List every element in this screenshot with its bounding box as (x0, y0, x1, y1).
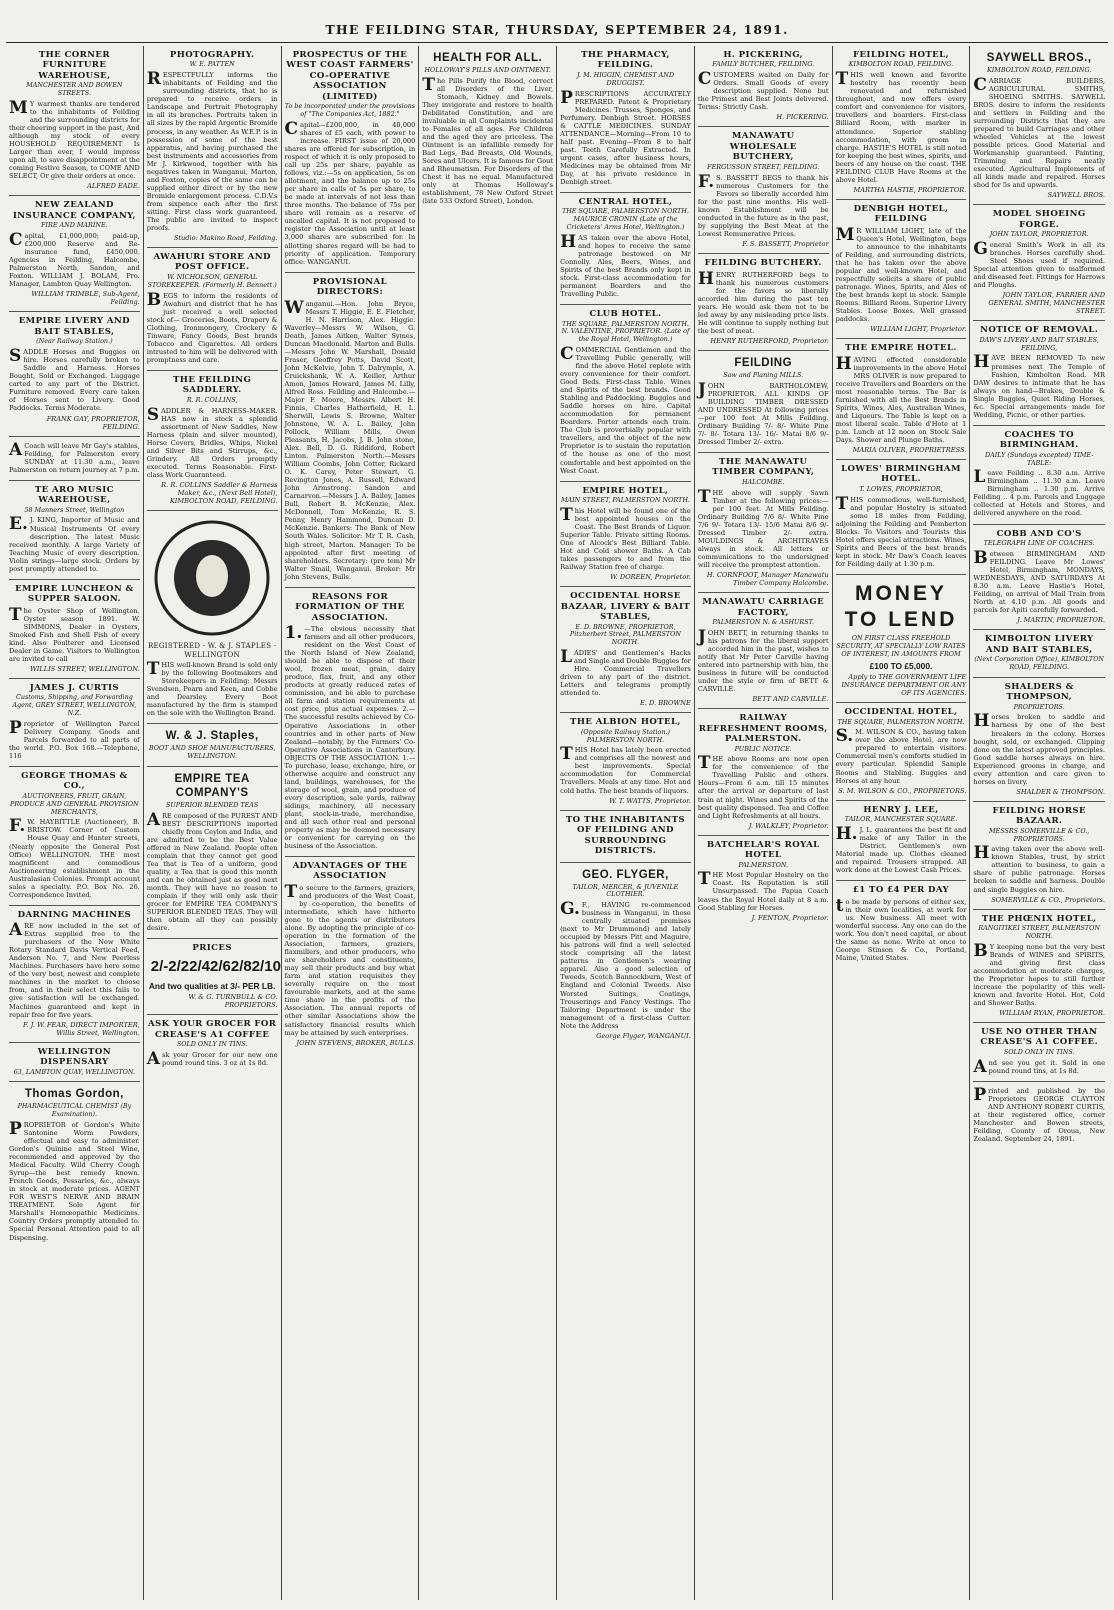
ad-subheading: 58 Manners Street, Wellington (24, 505, 125, 514)
ad-heading: W. & J. Staples, (165, 730, 259, 743)
ad-heading: THE EMPIRE HOTEL. (845, 343, 957, 354)
ad-signature: ALFRED EADE. (87, 182, 140, 191)
tea-price: 2/6 (210, 957, 231, 975)
ad-heading: KIMBOLTON LIVERY AND BAIT STABLES, (984, 634, 1094, 655)
ad-subheading: PALMERSTON N. & ASHURST. (712, 618, 814, 626)
ad-body: RESPECTFULLY informs the inhabitants of Feilding and the surrounding districts, that he is prepared to receive orders in Landscape and Portrait Photography in all its branches. Portraits taken in all sizes by the rapid Argentic Bromide process, in any weather. As W.E.P. is in possession of some of the best apparatus, and having purchased the best instruments and accessories from Mr J. Kirkwood, together with his negatives taken in Wanganui, Marton, and Foxton, copies of the same can be supplied either direct or by the new Bromide enlargement process. C.D.V.s from sixpence each after the first sitting. First class work guaranteed. The public are invited to inspect proofs. (146, 69, 278, 232)
advertisement (560, 305, 691, 481)
advertisement (422, 46, 553, 211)
ad-body: F.S. BASSETT BEGS to thank his numerous Customers for the Favors so liberally accorded him for the past nine months. His well-known Establishment will be conducted in the future as in the past, by supplying the Best Meat at the Lowest Remunerative Prices. (697, 171, 829, 238)
ad-subheading: PROPRIETORS. (1013, 702, 1065, 711)
ad-heading: PHOTOGRAPHY. (169, 50, 255, 60)
ad-signature: F. J. W. FEAR, DIRECT IMPORTER, Willis Street, Wellington. (23, 1020, 140, 1037)
tea-price: 2/4 (189, 957, 210, 975)
ad-subheading: PALMERSTON. (738, 860, 789, 869)
ad-subheading: (Opposite Railway Station.) PALMERSTON NORTH. (580, 727, 670, 744)
column-5 (557, 46, 695, 1600)
advertisement (560, 482, 691, 588)
ad-subheading: (Next Corporation Office), KIMBOLTON ROAD, FEILDING. (974, 655, 1105, 671)
tea-price: 2/- (150, 957, 169, 975)
ad-signature: J. FENTON, Proprietor. (751, 913, 829, 922)
advertisement (560, 713, 691, 810)
ad-heading: DENBIGH HOTEL, FEILDING (853, 203, 949, 225)
ad-subheading: THE SQUARE, PALMERSTON NORTH. (837, 717, 965, 726)
advertisement (973, 321, 1105, 425)
ad-subheading: J. M. HIGGIN, CHEMIST AND DRUGGIST. (576, 70, 674, 87)
ad-body: PROPRIETOR of Gordon's White Santonine Worm Powders, effectual and easy to administer. Gordon's Quinine and Steel Wine, recommended and approved by the Medical Faculty. Wild Cherry Cough Syrup—the best remedy known. French Goods, Pessaries, &c., always in stock at moderate prices. AGENT FOR WEST'S NERVE AND BRAIN TREATMENT. Sole Agent for Marshall's Homœopathic Medicines. Country Orders promptly attended to. Special Personal Attention paid to all Dispensing. (9, 1119, 140, 1242)
ad-body: CUSTOMERS waited on Daily for Orders. Small Goods of every description supplied. None but the Primest and Best Joints delivered. Terms: Strictly Cash. (697, 69, 829, 112)
ad-signature: Studio: Makino Road, Feilding. (173, 233, 278, 242)
ad-heading: FEILDING BUTCHERY. (704, 258, 822, 269)
column-6 (695, 46, 833, 1600)
advertisement (698, 127, 829, 254)
ad-signature: Apply to THE GOVERNMENT LIFE INSURANCE DEPARTMENT OR ANY OF ITS AGENCIES. (841, 672, 967, 698)
ad-heading: COBB AND CO'S (996, 528, 1082, 539)
ad-subheading: DAILY (Sundays excepted) TIME-TABLE: (985, 450, 1094, 467)
advertisement (973, 1082, 1105, 1149)
ad-body: HENRY RUTHERFORD begs to thank his numerous customers for the favors so liberally accorded him during the past ten years. He would ask them not to be led away by any misleading price lists. He will continue to supply nothing but the best of meat. (697, 268, 829, 335)
ad-body: THIS well-known Brand is sold only by the following Bootmakers and Storekeepers in Feilding: Messrs Svendsen, Pearn and Keen, and Cobbe and Dearsley. Every Boot manufactured by the firm is stamped on the sole with the Wellington Brand. (146, 659, 278, 718)
column-7 (833, 46, 971, 1600)
boot-brand-emblem (152, 518, 272, 638)
ad-body: And see you get it. Sold in one pound round tins, at 1s 8d. (973, 1056, 1105, 1077)
ad-body: ACoach will leave Mr Gay's stables, Feilding, for Palmerston every SUNDAY at 11.30 a.m., leave Palmerston on return journey at 7 p.m. (9, 439, 140, 474)
ad-subheading: Customs, Shipping, and Forwarding Agent, GREY STREET, WELLINGTON, N.Z. (12, 693, 137, 718)
ad-body: £100 TO £5,000. (869, 660, 933, 671)
ad-heading: HENRY J. LEE, (863, 804, 939, 815)
advertisement (973, 525, 1105, 631)
ad-body: THIS Hotel has lately been erected and comprises all the newest and best improvements. Special accommodation for Commercial Travellers. Meals at any time. Hot and cold baths. The best brands of liquors. (560, 744, 691, 795)
ad-subheading: SOLD ONLY IN TINS. (176, 1040, 248, 1049)
columns (6, 46, 1108, 1600)
advertisement (836, 200, 967, 339)
ad-heading: JAMES J. CURTIS (29, 682, 120, 693)
column-2 (144, 46, 282, 1600)
ad-signature: W. DOREEN, Proprietor. (610, 573, 691, 582)
ad-heading: MODEL SHOEING FORGE. (992, 209, 1086, 230)
tea-price: 2/10 (251, 957, 281, 975)
ad-heading: GEORGE THOMAS & CO., (21, 771, 128, 792)
ad-subheading: MANCHESTER AND BOWEN STREETS. (26, 81, 123, 98)
advertisement (285, 46, 416, 273)
advertisement (9, 1082, 140, 1247)
advertisement (698, 836, 829, 927)
ad-signature: MARTHA HASTIE, PROPRIETOR. (853, 185, 967, 194)
ad-subheading: TAILOR, MANCHESTER SQUARE. (844, 815, 958, 824)
ad-heading: BATCHELAR'S ROYAL HOTEL (706, 839, 820, 861)
ad-body: CARRIAGE BUILDERS, AGRICULTURAL SMITHS, SHOEING SMITHS. SAYWELL BROS. desire to inform the residents and settlers in Feilding and the surrounding Districts that they are prepared to build Carriages and other wheeled Vehicles at the lowest possible prices. Good Material and Workmanship guaranteed. Painting, Trimming and Repairs neatly executed. Agricultural Implements of all kinds made and repaired. Horses shod for 5s and upwards. (973, 74, 1105, 190)
ad-body: Horses broken to saddle and harness by one of the best breakers in the colony. Horses bought, sold, or exchanged. Clipping done on the latest approved principles. Good saddle horses always on hire. Experienced grooms in charge, and every attention and care given to horses on livery. (973, 711, 1105, 786)
ad-heading: REASONS FOR FORMATION OF THE ASSOCIATION. (295, 591, 405, 623)
ad-heading: THE FEILDING SADDLERY. (173, 374, 252, 396)
ad-body: Between BIRMINGHAM AND FEILDING. Leave Mr Lowes' Hotel, Birmingham, MONDAYS, WEDNESDAYS, AND SATURDAYS At 8.30 a.m. Leave Hastie's Hotel, Feilding, on arrival of Mail Train from North at 4.10 p.m. All goods and parcels for Apiti carefully forwarded. (973, 547, 1105, 615)
advertisement (147, 511, 278, 724)
ad-body: The Pills Purify the Blood, correct all Disorders of the Liver, Stomach, Kidney and Bowels. They invigorate and restore to health Debilitated Constitution, and are invaluable in all Complaints incidental to Females of all ages. For Children and the aged they are priceless. The Ointment is an infallible remedy for Bad Legs, Bad Breasts, Old Wounds, Sores and Ulcers. It is famous for Gout and Rheumatism. For Disorders of the Chest it has no equal. Manufactured only at Thomas Holloway's establishment, 78 New Oxford Street (late 533 Oxford Street), London. (422, 74, 554, 206)
advertisement (9, 196, 140, 312)
ad-subheading: DAW'S LIVERY AND BAIT STABLES, FEILDING, (979, 335, 1099, 352)
masthead-rule (6, 42, 1108, 43)
ad-subheading: TAILOR, MERCER, & JUVENILE CLOTHIER. (572, 882, 679, 899)
ad-subheading: HOLLOWAY'S PILLS AND OINTMENT. (424, 66, 551, 75)
ad-heading: EMPIRE TEA COMPANY'S (174, 772, 250, 799)
ad-body: Proprietor of Wellington Parcel Delivery Company. Goods and Parcels forwarded to all parts of the world. P.O. Box 168.—Telephone, 116 (9, 717, 140, 760)
ad-subheading: KIMBOLTON ROAD, FEILDING. (848, 60, 954, 69)
advertisement (147, 767, 278, 939)
ad-heading: PRICES (192, 943, 232, 954)
ad-subheading: MESSRS SOMERVILLE & CO., PROPRIETORS. (989, 826, 1090, 843)
tea-price: 2/2 (168, 957, 190, 975)
advertisement (9, 481, 140, 580)
ad-heading: THE ALBION HOTEL, (570, 717, 681, 728)
ad-subheading: W. NICHOLSON, GENERAL STOREKEEPER. (Formerly H. Bennett.) (147, 272, 277, 289)
ad-body: This Hotel will be found one of the best appointed houses on the Coast. The Best Brands of Liquor. Superior Table. Private sitting Rooms. One of Alcock's Best Billiard Table. Hot and Cold shower Baths. A Cab takes passengers to and from the Railway Station free of charge. (560, 504, 691, 572)
ad-heading: RAILWAY REFRESHMENT ROOMS, PALMERSTON. (698, 713, 828, 745)
ad-subheading: RANGITIKEI STREET, PALMERSTON NORTH. (978, 924, 1101, 940)
ad-subheading: TELEGRAPH LINE OF COACHES. (983, 538, 1095, 547)
advertisement (973, 205, 1105, 321)
column-1 (6, 46, 144, 1600)
advertisement (973, 910, 1105, 1023)
ad-body: JOHN BETT, in returning thanks to his patrons for the liberal support accorded him in the past, wishes to notify that Mr Peter Carville having entered into partnership with him, the business in future will be conducted under the style or firm of BETT & CARVILLE. (697, 626, 829, 694)
ad-subheading: E. D. BROWNE, PROPRIETOR, Pitzherbert Street, PALMERSTON NORTH. (569, 622, 681, 647)
ad-signature: JOHN TAYLOR, FARRIER AND GENERAL SMITH, MANCHESTER STREET. (988, 291, 1105, 316)
ad-subheading: FERGUSSON STREET, FEILDING. (707, 162, 820, 171)
advertisement (836, 46, 967, 200)
price-list (150, 955, 281, 979)
ad-heading: FEILDING HOTEL, (852, 50, 949, 60)
ad-heading: MANAWATU WHOLESALE BUTCHERY, (729, 131, 797, 163)
ad-subheading: AUCTIONEERS, FRUIT, GRAIN, PRODUCE AND GENERAL PROVISION MERCHANTS, (10, 791, 139, 816)
ad-heading: FEILDING (734, 356, 793, 369)
ad-body: General Smith's Work in all its branches. Horses carefully shod. Steel Shoes used if required. Special attention given to malformed and diseased feet. Fittings for Harrows and Ploughs. (973, 239, 1105, 290)
ad-heading: EMPIRE LUNCHEON & SUPPER SALOON. (15, 583, 134, 605)
ad-subheading: W. E. PATTEN (189, 60, 235, 69)
ad-signature: WILLIAM TRIMBLE, Sub-Agent, Feilding. (31, 290, 140, 307)
advertisement (147, 939, 281, 1015)
ad-body: COMMERCIAL Gentlemen and the Travelling Public generally, will find the above Hotel replete with every convenience for their comfort. Good Beds. First-class Table. Wines and Spirits of the best brands. Good Stabling and Paddocking. Buggies and Saddle horses on hire. Capital accommodation for permanent Boarders. Porter attends each train. The Club is proverbially popular with travellers, and the object of the new Proprietor is to sustain the reputation of the house as one of the most comfortable and best appointed on the West Coast. (560, 344, 691, 475)
ad-subheading: 63, LAMBTON QUAY, WELLINGTON. (13, 1067, 136, 1076)
ad-body: To secure to the farmers, graziers, and producers of the West Coast, by co-operation, the benefits of intermediate, which have hitherto gone to the agents or distributors alone. By adopting the principle of co-operation in the formation of the Association, farmers, graziers, flaxmillers, and other producers, who are shareholders and constituents, may sell their products and buy what farm and station requisites they severally require on the most favourable markets, and at the same time share in the profits of the Association. The annual reports of other similar Associations show the satisfactory financial results which may be attained by such enterprises. (284, 881, 416, 1037)
ad-body: Capital, £1,000,000; paid-up, £200,000 Reserve and Re-insurance fund, £450,000. Agencies in Feilding, Halcombe, Palmerston North, Sandon, and Foxton. WILLIAM J. BOLAM, Pro. Manager, Lambton Quay Wellington. (9, 230, 140, 289)
advertisement (698, 709, 829, 836)
ad-heading: FEILDING HORSE BAZAAR. (992, 805, 1086, 827)
ad-heading: CLUB HOTEL. (589, 309, 662, 320)
ad-subheading: MAIN STREET, PALMERSTON NORTH. (560, 496, 690, 505)
advertisement (560, 811, 691, 863)
ad-heading: GEO. FLYGER, (582, 868, 669, 881)
advertisement (147, 248, 278, 371)
ad-heading: OCCIDENTAL HORSE BAZAAR, LIVERY & BAIT STABLES, (560, 591, 691, 623)
ad-body: F.W. HAYBITTLE (Auctioneer), B. BRISTOW. Corner of Custom House Quay and Hunter streets, (Nearly opposite the General Post Office) WELLINGTON. THE most magnificent and commodious Auctioneering establishment in the Australasian Colonies. Prompt account sales a specialty. P.O. Box No. 26. Correspondence Invited. (9, 816, 140, 899)
ad-body: Printed and published by the Proprietors GEORGE CLAYTON AND ANTHONY ROBERT CURTIS, at their registered office, corner Manchester and Bowen streets, Feilding, County of Oroua, New Zealand. September 24, 1891. (973, 1084, 1105, 1143)
advertisement (9, 1043, 140, 1083)
column-3 (282, 46, 420, 1600)
ad-subheading: To be incorporated under the provisions of "The Companies Act, 1882." (284, 102, 416, 119)
advertisement (836, 801, 967, 881)
ad-signature: FRANK GAY, PROPRIETOR, FEILDING. (46, 414, 140, 431)
ad-heading: THE MANAWATU TIMBER COMPANY, (712, 456, 815, 478)
ad-heading: NEW ZEALAND INSURANCE COMPANY, (12, 200, 136, 221)
ad-heading: £1 TO £4 PER DAY (852, 885, 950, 896)
ad-body: S.M. WILSON & CO., having taken over the above Hotel, are now prepared to entertain visitors. Commercial men's comforts studied in every particular. Splendid Sample Rooms and Stabling. Buggies and Horses at any hour. (835, 726, 967, 785)
ad-subheading: Saw and Planing MILLS. (723, 370, 804, 379)
ad-heading: PROVISIONAL DIRECTORS: (312, 276, 388, 298)
ad-heading: TO THE INHABITANTS OF FEILDING AND SURROUNDING DISTRICTS. (565, 814, 685, 857)
advertisement (147, 371, 278, 511)
ad-heading: MANAWATU CARRIAGE FACTORY, (702, 597, 825, 618)
ad-subheading: PHARMACEUTICAL CHEMIST (By Examination). (17, 1102, 132, 1119)
ad-subheading: THE SQUARE, PALMERSTON NORTH. MAURICE CRONIN (Late of the Cricketers' Arms Hotel, Wellington.) (561, 207, 689, 232)
ad-body: Leave Feilding .. 8.30 a.m. Arrive Birmingham .. 11.30 a.m. Leave Birmingham .. 1.30 p.m. Arrive Feilding .. 4 p.m. Parcels and Luggage collected at Hotels and Stores, and delivered anywhere on the road. (973, 467, 1105, 518)
advertisement (560, 587, 691, 713)
ad-signature: WILLIAM LIGHT, Proprietor. (870, 325, 967, 334)
ad-subheading: FIRE AND MARINE. (41, 221, 108, 230)
advertisement (9, 580, 140, 679)
advertisement (285, 588, 416, 857)
advertisement (698, 351, 829, 453)
tea-price: 2/8 (230, 957, 252, 975)
ad-subheading: FAMILY BUTCHER, FEILDING. (712, 60, 815, 69)
ad-subheading: T. LOWES, PROPRIETOR, (859, 484, 943, 493)
advertisement (147, 1015, 278, 1073)
ad-heading: Thomas Gordon, (24, 1088, 124, 1101)
ad-heading: THE PHARMACY, FEILDING. (581, 50, 670, 71)
advertisement (973, 1023, 1105, 1082)
advertisement (560, 46, 691, 193)
ad-heading: CENTRAL HOTEL, (578, 196, 673, 207)
ad-signature: W. & G. TURNBULL & CO. PROPRIETORS. (188, 993, 278, 1010)
ad-body: THE Most Popular Hostelry on the Coast. Its Reputation is still Unsurpassed. The Papua Coach leaves the Royal Hotel daily at 8 a.m. Good Stabling for Horses. (697, 869, 829, 912)
advertisement (698, 593, 829, 709)
ad-body: H.J. L. guarantees the best fit and make of any Tailor in the District. Gentlemen's own Material made up. Clothes cleaned and repaired. Trousers strapped. All work done at the Lowest Cash Prices. (835, 823, 967, 875)
ad-signature: F. S. BASSETT, Proprietor (742, 240, 829, 248)
ad-heading: SHALDERS & THOMPSON, (1004, 681, 1074, 703)
ad-heading: HEALTH FOR ALL. (433, 52, 543, 64)
ad-body: BEGS to inform the residents of Awahuri and district that he has just received a well selected stock of— Groceries, Boots, Drapery & Clothing, Ironmongery, Crockery & Tinware, Fancy Goods, Best brands Tobacco and Cigarettes. All orders intrusted to him will be delivered with promptness and care. (146, 289, 278, 364)
ad-body: HAVE BEEN REMOVED To new premises next The Temple of Fashion, Kimbolton Road. MR DAW desires to intimate that he has always on hand—Brakes, Double & Single Buggies, Quiet Riding Horses, &c. Special arrangements made for Wedding, Picnic, or other parties. (973, 352, 1105, 419)
advertisement (698, 254, 829, 351)
ad-body: And two qualities at 3/- PER LB. (148, 981, 276, 991)
ad-heading: EMPIRE LIVERY AND BAIT STABLES, (18, 316, 131, 337)
ad-body: THE above will supply Sawn Timber at the following prices:—per 100 feet. At Mills Feilding. Ordinary Building 7/6 8/- White Pine 7/6 9/- Totara 13/- 15/6 Matai 8/6 9/- Dressed Timber 2/- extra. MOULDINGS & ARCHITRAVES always in stock. All letters or communications to the undersigned will receive the promptest attention. (697, 486, 829, 569)
ad-heading: MONEY TO LEND (844, 582, 958, 631)
ad-signature: H. PICKERING. (776, 113, 829, 122)
ad-heading: AWAHURI STORE AND POST OFFICE. (153, 251, 271, 273)
ad-subheading: PUBLIC NOTICE. (734, 744, 792, 753)
ad-subheading: R. R. COLLINS, (186, 395, 238, 404)
ad-body: ARE composed of the PUREST AND BEST DESCRIPTIONS imported chiefly from Ceylon and India, and are admitted to be the Best Value offered in New Zealand. People often complain that they cannot get good Tea that is Tea of a uniform, good quality, a Tea that is good this month and can be obtained just as good next month. They will have no reason to complain if they will only ask their grocer for EMPIRE TEA COMPANY'S SUPERIOR BLENDED TEAS. They will then obtain all they can possibly desire. (146, 809, 278, 933)
ad-heading: TE ARO MUSIC WAREHOUSE, (34, 484, 114, 506)
advertisement (698, 46, 829, 127)
ad-heading: LOWES' BIRMINGHAM HOTEL. (841, 464, 961, 485)
ad-body: HAS taken over the above Hotel, and hopes to receive the same patronage bestowed on Mr Connolly. Ales, Beers, Wines, and Spirits of the best Brands only kept in stock. First-class accommodation for permanent Boarders and the Travelling Public. (560, 231, 691, 299)
advertisement (285, 273, 416, 588)
ad-signature: J. WALKLEY, Proprietor. (748, 821, 829, 830)
ad-heading: ASK YOUR GROCER FOR CREASE'S A1 COFFEE (147, 1019, 277, 1040)
ad-signature: E. D. BROWNE (640, 699, 691, 708)
ad-signature: BETT AND CARVILLE. (752, 695, 829, 704)
ad-heading: ADVANTAGES OF THE ASSOCIATION (292, 861, 408, 882)
ad-signature: W. T. WATTS, Proprietor. (609, 796, 691, 805)
ad-body: MY warmest thanks are tendered to the inhabitants of Feilding and the surrounding districts for their cheering support in the past, And although my stock of every HOUSEHOLD REQUIREMENT Is Larger than ever, I would impress upon all, to save disappointment at the coming Festive Season, to COME AND SELECT, Or give their orders at once. (9, 98, 140, 181)
emblem-caption: REGISTERED · W. & J. STAPLES · WELLINGTON (147, 641, 277, 659)
ad-body: E.J. KING, Importer of Music and Musical Instruments Of every description. The latest Music received monthly. A large Variety of Teaching Music of every description. Violin strings—large stock. Orders by post promptly attended to. (9, 514, 140, 573)
masthead: THE FEILDING STAR, THURSDAY, SEPTEMBER 24, 1891. (325, 22, 789, 37)
ad-heading: USE NO OTHER THAN CREASE'S A1 COFFEE. (980, 1026, 1098, 1048)
advertisement (560, 863, 691, 1045)
column-4 (419, 46, 557, 1600)
ad-subheading: HALCOMBE. (741, 477, 785, 486)
advertisement (285, 857, 416, 1052)
ad-signature: SOMERVILLE & CO., Proprietors. (991, 895, 1105, 904)
advertisement (973, 630, 1105, 678)
ad-subheading: ON FIRST CLASS FREEHOLD SECURITY, AT SPECIALLY LOW RATES OF INTEREST, IN AMOUNTS FROM (836, 634, 966, 658)
ad-body: ARE now included in the set of Extras supplied free to the purchasers of the New White Rotary Standard Davis Vertical Feed, Anderson No. 7, and New Peerless Machines. Purchasers have here some of the very best, newest and complete machines in the market to choose from, and in their select this fails to give satisfaction will be exchanged. Machines guaranteed and kept in repair free for five years. (9, 920, 140, 1019)
ad-body: Having taken over the above well-known Stables, trust, by strict attention to business, to gain a share of public patronage. Horses broken to saddle and harness. Double and single Buggies on hire. (973, 843, 1105, 894)
ad-signature: J. MARTIN, PROPRIETOR. (1017, 616, 1105, 625)
column-8 (970, 46, 1108, 1600)
ad-signature: WILLIAM RYAN, PROPRIETOR. (999, 1008, 1105, 1017)
ad-body: 1.—The obvious necessity that farmers and all other producers, resident on the West Coast of the North Island of New Zealand, should be able to dispose of their wool, frozen meat, grain, dairy produce, flax, fruit, and any other products at greatly reduced rates of commission, and be able to purchase all farm and station requirements at cost price, plus actual expenses. 2.—The successful results achieved by Co-Operative Associations in other countries and in other parts of New Zealand—notably, by the Farmers' Co-Operative Associations in Canterbury. OBJECTS OF THE ASSOCIATION. 1.—To purchase, lease, exchange, hire, or otherwise acquire and construct any land, buildings, warehouses, for the storage of wool, grain, and produce of every description, sale yards, railway sidings, machinery, all necessary plant, stock-in-trade, merchandise, and all such other real and personal property as may be deemed necessary or convenient for carrying on the business of the Association. (284, 623, 416, 850)
ad-signature: SHALDER & THOMPSON. (1016, 787, 1105, 796)
ad-heading: PROSPECTUS OF THE WEST COAST FARMERS' CO-OPERATIVE ASSOCIATION (LIMITED) (286, 50, 414, 102)
ad-body: SADDLER & HARNESS-MAKER. HAS now in stock a splendid assortment of New Saddles, New Harness (plain and silver mounted), Horse Covers, Bridles, Whips, Nickel and Silver Bits and Stirrups, &c., Grindery. All Orders promptly executed. Terms Reasonable. First-class Work Guaranteed. (146, 404, 278, 479)
ad-signature: R. R. COLLINS Saddler & Harness Maker, &c., (Next Bell Hotel), KIMBOLTON ROAD, FEILDING. (161, 480, 278, 505)
ad-body: JOHN BARTHOLOMEW, PROPRIETOR. ALL KINDS OF BUILDING TIMBER DRESSED AND UNDRESSED At following prices—per 100 feet At Mills Feilding. Ordinary Building 7/- 8/- White Pine 7/- 8/- Totara 13/- 16/- Matai 8/6 9/- Dressed Timber 2/- extra. (697, 379, 829, 446)
advertisement (836, 339, 967, 460)
ad-subheading: KIMBOLTON ROAD, FEILDING. (986, 66, 1092, 75)
advertisement (9, 906, 140, 1043)
advertisement (9, 312, 140, 436)
advertisement (973, 678, 1105, 802)
advertisement (698, 453, 829, 593)
advertisement (973, 46, 1105, 205)
ad-body: G.F., HAVING re-commenced business in Wanganui, in those centrally situated premises (next to Mr Drummond) and lately occupied by Messrs Pitt and Maguire, his patrons will find a well selected stock comprising all the latest patterns in Gentlemen's wearing apparel. Also a good selection of Tweeds, Scotch Bannockburn, West of England and Colonial Tweeds. Also Worsted Suitings, Coatings, Trouserings and Fancy Vestings. The Tailoring Department is under the management of a first-class Cutter. Note the Address (560, 899, 691, 1030)
ad-heading: OCCIDENTAL HOTEL, (844, 707, 958, 718)
ad-body: MR WILLIAM LIGHT, late of the Queen's Hotel, Wellington, begs to announce to the inhabitants of Feilding, and surrounding districts, that he has taken over the above popular and well-known Hotel, and respectfully solicits a share of public patronage. Wines, Spirits, and Ales of the best brands kept in stock. Sample Rooms. Billiard Room. Superior Livery Stables. Loose Boxes. Well grassed paddocks. (835, 224, 967, 324)
ad-body: BY keeping none but the very best Brands of WINES and SPIRITS, and giving first class accommodation at moderate charges, the Proprietor hopes to still further increase the popularity of this well-known and favorite Hotel. Hot, Cold and Shower Baths. (973, 940, 1105, 1007)
ad-subheading: (Near Railway Station.) (36, 337, 113, 346)
ad-signature: S. M. WILSON & CO., PROPRIETORS. (838, 786, 967, 795)
ad-signature: WILLIS STREET, WELLINGTON. (30, 664, 140, 673)
ad-body: HAVING effected considerable improvements in the above Hotel MRS OLIVER is now prepared to receive Travellers and Boarders on the most reasonable terms. The Bar is furnished with all the Best Brands in Spirits, Wines, Ales, Australian Wines, and Liqueurs. The Table is kept on a most liberal scale. Table d'Hote at 1 p.m. Lunch at 12 noon on Stock Sale Days. Shower and Plunge Baths. (835, 353, 967, 444)
ad-heading: NOTICE OF REMOVAL. (980, 325, 1099, 336)
ad-body: The Oyster Shop of Wellington. Oyster season 1891. W. SIMMONS, Dealer in Oysters, Smoked Fish and Shell Fish of every kind. Also Poulterer and Licensed Dealer in Game. Visitors to Wellington are invited to call (9, 604, 140, 663)
ad-subheading: THE SQUARE, PALMERSTON NORTH. N. VALENTINE, PROPRIETOR. (Late of the Royal Hotel, Wellington.) (561, 319, 690, 344)
ad-body: to be made by persons of either sex, in their own localities, at work for us. New business. All meet with wonderful success. Any one can do the work. You don't need capital, or about the same as none. Write at once to George Stinson & Co., Portland, Maine, United States. (835, 895, 967, 962)
advertisement (560, 193, 691, 305)
ad-subheading: BOOT AND SHOE MANUFACTURERS, WELLINGTON. (148, 744, 276, 761)
ad-body: THE above Rooms are now open for the convenience of the Travelling Public and others. Hours—From 6 a.m. till 15 minutes after the arrival or departure of last train at night. Wines and Spirits of the best quality dispensed. Tea and Coffee and Light Refreshments at all hours. (697, 753, 829, 820)
ad-heading: SAYWELL BROS., (986, 52, 1092, 64)
advertisement (147, 46, 278, 248)
ad-body: Wanganui.—Hon. John Bryce, Messrs T. Higgie, E. E. Fletcher, H. N. Harrison, Alex. Higgie. Waverley—Messrs W. Wilson, G. Death, James Aitken, Walter Symes, Duncan Macdonald. Marton and Bulls.—Messrs John W. Marshall, Donald Fraser, Geoffrey Potts, David Scott, John McKelvie, John T. Dalrymple, A. Cruickshank, W. A. Keiller, Arthur Amon, James Howard, James M. Lilly, Alfred Ross. Feilding and Halcombe.—Major F. Moore, Messrs Albert H. Finnis, Charles Hatherfield, H. L. Sherwill, Lewis S. Browne, Walter Johnstone, W. A. L. Bailey, John Pollock, William Mills, Owen Pleasants, H. Jacobs, J. B. John stone, Alex. Bell, D. G. Riddiford, Robert Linton. Palmerston North.—Messrs William Coombs, John Cotter, Rickard O. K. Carey, Peter Stewart, G. Revington Jones, A. Russell, Edward John Armstrong. Sandon and Carnarvon.—Messrs J. A. Bailey, James Bull, Robert B. McKenzie, Alex. McDonnell, Tom McKenzie, R. S. Penny, Henry Hammond, Duncan D. McKenzie. Bankers: The Bank of New South Wales. Solicitor: Mr T. R. Cash, high street, Marton. Manager: To be appointed after first meeting of shareholders. Secretary: (pro tem) Mr Walter Smail, Wanganui. Broker: Mr John Stevens, Bulls. (284, 297, 416, 581)
ad-signature: JOHN STEVENS, BROKER, BULLS. (296, 1038, 416, 1047)
ad-body: LADIES' and Gentlemen's Hacks and Single and Double Buggies for Hire. Commercial Travellers driven to any part of the district. Letters and telegrams promptly attended to. (560, 647, 691, 698)
ad-body: PRESCRIPTIONS ACCURATELY PREPARED. Patent & Proprietary Medicines. Trusses, Sponges, and Perfumery. Denbigh Street. HORSES & CATTLE MEDICINES. SUNDAY ATTENDANCE—Morning—From 10 to half past. Evening—From 8 to half past. Teeth Carefully Extracted. In urgent cases, after business hours, Medicines may be obtained from Mr Day, at his private residence in Denbigh street. (560, 87, 691, 186)
ad-signature: MARIA OLIVER, PROPRIETRESS. (852, 445, 967, 454)
advertisement (836, 460, 967, 575)
ad-body: THIS well known and favorite hostelry has recently been renovated and refurnished throughout, and now offers every comfort and convenience for visitors, travellers and boarders. First-class Billiard Room, with marker in attendance. Superior stabling accommodation, with groom in charge. HASTIE'S HOTEL is still noted for keeping the best wines, spirits, and beers of any house on the coast. THE FEILDING CLUB Have Rooms at the above Hotel. (835, 69, 967, 184)
ad-signature: SAYWELL BROS. (1047, 191, 1105, 200)
advertisement (9, 46, 140, 196)
ad-signature: H. CORNFOOT, Manager Manawatu Timber Company Halcombe. (706, 570, 829, 587)
advertisement (973, 802, 1105, 910)
advertisement (9, 679, 140, 767)
ad-signature: George Flyger, WANGANUI. (596, 1031, 691, 1040)
advertisement (836, 881, 967, 968)
ad-heading: WELLINGTON DISPENSARY (37, 1046, 111, 1068)
ad-body: Capital—£200,000, in 40,000 shares of £5 each, with power to increase. FIRST issue of 20,000 shares are offered for subscription, in respect of which it is only proposed to call up 25s per share, payable as follows, viz.:—5s on application, 5s on allotment, and the balance up to 25s per share in calls of 5s per share, to be made at intervals of not less than three months. The balance of 75s per share will remain as a reserve of uncalled capital. It is not proposed to register the Association until at least 3,000 shares are subscribed for. In allotting shares regard will be had to priority of application. Temporary office: WANGANUI. (284, 119, 416, 266)
ad-body: Ask your Grocer for our new one pound round tins. 3 oz at 1s 8d. (146, 1049, 278, 1070)
ad-subheading: SUPERIOR BLENDED TEAS (166, 800, 259, 809)
advertisement (9, 437, 140, 481)
advertisement (9, 767, 140, 906)
advertisement (973, 426, 1105, 525)
advertisement (836, 703, 967, 801)
ad-heading: H. PICKERING, (723, 50, 804, 60)
advertisement (836, 575, 967, 703)
ad-body: SADDLE Horses and Buggies on hire. Horses carefully broken to Saddle and Harness. Horses Bought, Sold or Exchanged. Luggage carted to any part of the District. Furniture removed. Every care taken of Horses sent to Livery. Good Paddocks. Terms Moderate. (9, 346, 140, 413)
ad-subheading: JOHN TAYLOR, PROPRIETOR. (989, 230, 1089, 239)
ad-subheading: SOLD ONLY IN TINS. (1003, 1047, 1075, 1056)
ad-signature: HENRY RUTHERFORD, Proprietor. (710, 336, 829, 345)
ad-heading: EMPIRE HOTEL, (582, 485, 669, 496)
ad-heading: THE PHŒNIX HOTEL, (981, 913, 1097, 924)
advertisement (147, 724, 278, 767)
ad-body: THIS commodious, well-furnished, and popular Hostelry is situated some 18 miles from Feilding, adjoining the Feilding and Pemberton Blocks. To Visitors and Tourists this Hotel offers special attractions. Wines, Spirits and Beers of the best brands kept in stock. Mr Daw's Coach leaves for Feilding daily at 1.30 p.m. (835, 493, 967, 569)
ad-heading: COACHES TO BIRMINGHAM. (999, 429, 1079, 451)
ad-heading: THE CORNER FURNITURE WAREHOUSE, (38, 50, 111, 81)
ad-heading: DARNING MACHINES (17, 909, 132, 920)
